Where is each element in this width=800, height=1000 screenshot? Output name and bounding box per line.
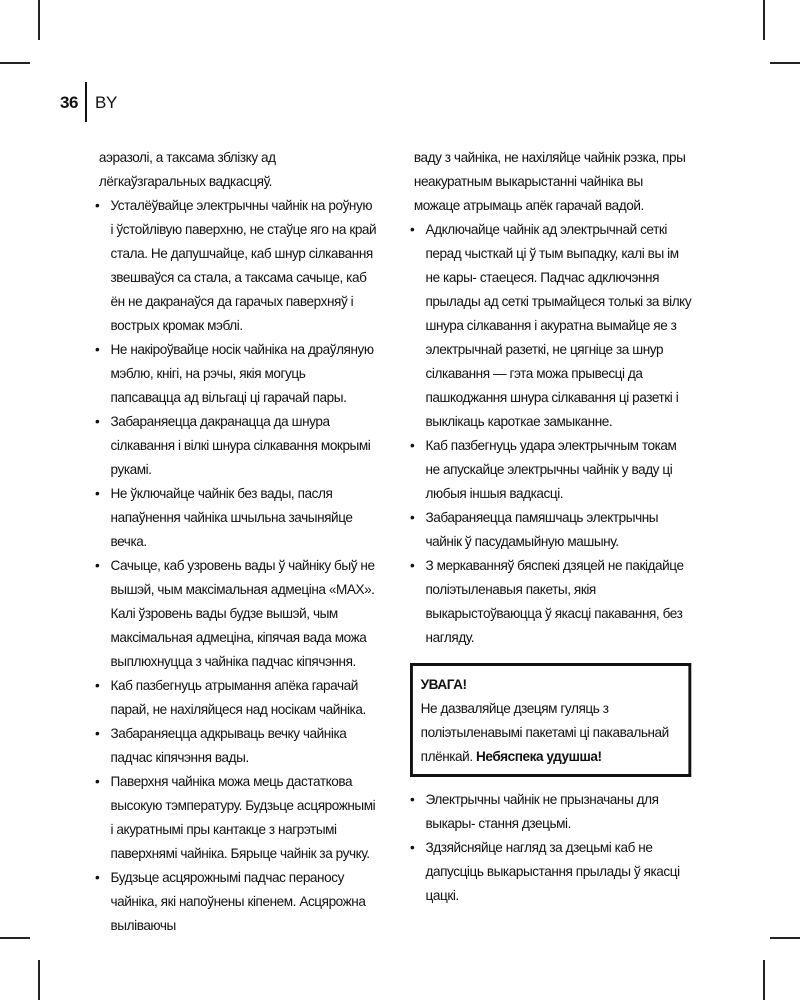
list-item: • Каб пазбегнуць удара электрычным токам не апускайце электрычны чайнік у ваду ці любыя іншыя вадкасці.	[410, 433, 691, 505]
bullet-list	[410, 217, 691, 649]
warning-body	[421, 696, 681, 768]
left-column	[95, 145, 376, 937]
list-item: • Усталёўвайце электрычны чайнік на роўную і ўстойлівую паверхню, не стаўце яго на край стала. Не дапушчайце, каб шнур сілкавання звешваўся са стала, а таксама сачыце, каб ён не дакранаўся да гарачых паверхняў і вострых кромак мэблі.	[95, 193, 376, 337]
list-item: • Каб пазбегнуць атрымання апёка гарачай парай, не нахіляйцеся над носікам чайніка.	[95, 673, 376, 721]
header-divider	[85, 82, 87, 122]
crop-mark-top-right	[763, 0, 765, 40]
continuation-text: аэразолі, а таксама зблізку ад лёгкаўзгаральных вадкасцяў.	[98, 149, 276, 189]
crop-mark-bottom-right-h	[770, 937, 800, 939]
page-number: 36	[60, 93, 78, 112]
list-item: • Паверхня чайніка можа мець дастаткова высокую тэмпературу. Будзьце асцярожнымі і акуратнымі пры кантакце з нагрэтымі паверхнямі чайніка. Бярыце чайнік за ручку.	[95, 769, 376, 865]
crop-mark-top-right-h	[770, 62, 800, 64]
list-item: • Забараняецца адкрываць вечку чайніка падчас кіпячэння вады.	[95, 721, 376, 769]
list-item: • Сачыце, каб узровень вады ў чайніку быў не вышэй, чым максімальная адмеціна «MAX». Калі ўзровень вады будзе вышэй, чым максімальная адмеціна, кіпячая вада можа выплюхнуцца з чайніка падчас кіпячэння.	[95, 553, 376, 673]
bullet-list-after-warning	[410, 787, 691, 907]
crop-mark-top-left	[38, 0, 40, 40]
list-item: • Здзяйсняйце нагляд за дзецьмі каб не дапусціць выкарыстання прылады ў якасці цацкі.	[410, 835, 691, 907]
language-code: BY	[95, 93, 118, 112]
crop-mark-bottom-right	[763, 960, 765, 1000]
list-item: • Будзьце асцярожнымі падчас пераносу чайніка, які напоўнены кіпенем. Асцярожна выліваючы	[95, 865, 376, 937]
list-item: • Не ўключайце чайнік без вады, пасля напаўнення чайніка шчыльна зачыняйце вечка.	[95, 481, 376, 553]
right-column	[410, 145, 691, 907]
warning-text: Не дазваляйце дзецям гуляць з поліэтыленавымі пакетамі ці пакавальнай плёнкай.	[420, 700, 669, 764]
continuation-text: ваду з чайніка, не нахіляйце чайнік рэзка, пры неакуратным выкарыстанні чайніка вы можаце атрымаць апёк гарачай вадой.	[413, 149, 686, 213]
list-item: • З меркаванняў бяспекі дзяцей не пакідайце поліэтыленавыя пакеты, якія выкарыстоўваюцца ў якасці пакавання, без нагляду.	[410, 553, 691, 649]
list-item: • Забараняецца памяшчаць электрычны чайнік ў пасудамыйную машыну.	[410, 505, 691, 553]
crop-mark-bottom-left	[38, 960, 40, 1000]
warning-title: УВАГА!	[420, 676, 467, 692]
list-item: • Электрычны чайнік не прызначаны для выкары- стання дзецьмі.	[410, 787, 691, 835]
bullet-list	[95, 193, 376, 937]
warning-emphasis: Небяспека удушша!	[476, 748, 602, 764]
list-item: • Забараняецца дакранацца да шнура сілкавання і вілкі шнура сілкавання мокрымі рукамі.	[95, 409, 376, 481]
warning-box	[410, 663, 691, 777]
list-item: • Не накіроўвайце носік чайніка на драўляную мэблю, кнігі, на рэчы, якія могуць папсавацца ад вільгаці ці гарачай пары.	[95, 337, 376, 409]
list-item: • Адключайце чайнік ад электрычнай сеткі перад чысткай ці ў тым выпадку, калі вы ім не кары- стаецеся. Падчас адключэння прылады ад сеткі трымайцеся толькі за вілку шнура сілкавання і акуратна вымайце яе з электрычнай разеткі, не цягніце за шнур сілкавання — гэта можа прывесці да пашкоджання шнура сілкавання ці разеткі і выклікаць кароткае замыканне.	[410, 217, 691, 433]
crop-mark-top-left-h	[0, 62, 30, 64]
crop-mark-bottom-left-h	[0, 937, 30, 939]
